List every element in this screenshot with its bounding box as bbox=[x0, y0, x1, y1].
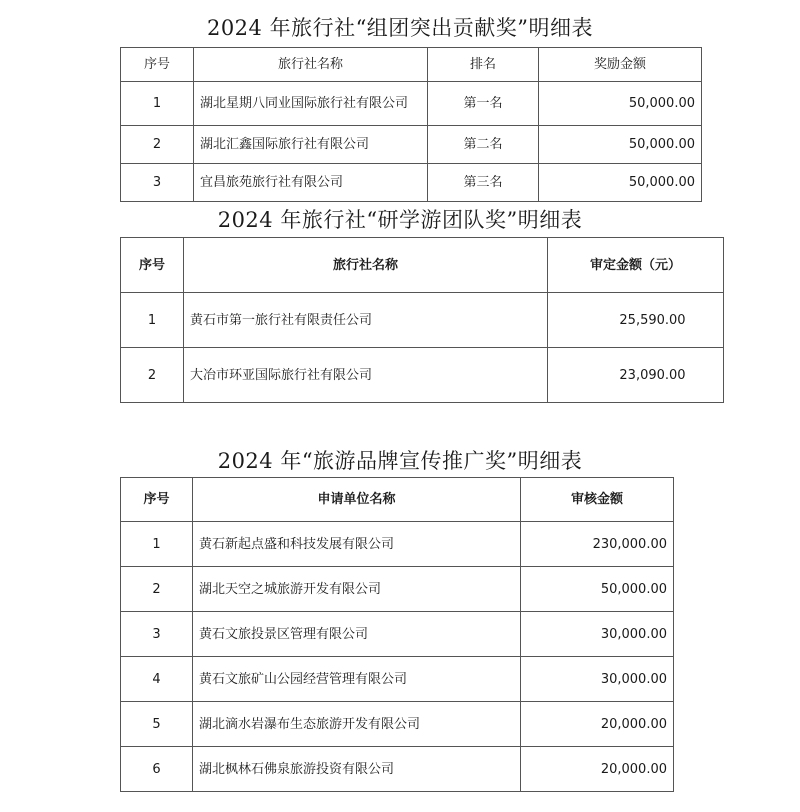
row-index: 1 bbox=[121, 522, 193, 567]
study-tour-award-table bbox=[120, 237, 724, 403]
row-agency-name: 宜昌旅苑旅行社有限公司 bbox=[194, 164, 428, 202]
row-agency-name: 湖北汇鑫国际旅行社有限公司 bbox=[194, 126, 428, 164]
header-agency-name: 旅行社名称 bbox=[184, 238, 548, 293]
row-agency-name: 黄石市第一旅行社有限责任公司 bbox=[184, 293, 548, 348]
row-amount: 230,000.00 bbox=[521, 522, 674, 567]
table-row bbox=[121, 567, 674, 612]
table-row bbox=[121, 657, 674, 702]
table-row bbox=[121, 348, 724, 403]
row-applicant-name: 黄石新起点盛和科技发展有限公司 bbox=[193, 522, 521, 567]
header-index: 序号 bbox=[121, 238, 184, 293]
brand-promotion-award-table bbox=[120, 477, 674, 792]
table-row bbox=[121, 747, 674, 792]
row-amount: 20,000.00 bbox=[521, 702, 674, 747]
table-header-row bbox=[121, 238, 724, 293]
row-rank: 第三名 bbox=[428, 164, 539, 202]
row-applicant-name: 黄石文旅矿山公园经营管理有限公司 bbox=[193, 657, 521, 702]
header-award-amount: 奖励金额 bbox=[539, 48, 702, 82]
row-index: 2 bbox=[121, 126, 194, 164]
row-rank: 第二名 bbox=[428, 126, 539, 164]
row-index: 6 bbox=[121, 747, 193, 792]
table-row bbox=[121, 293, 724, 348]
table2-title: 2024 年旅行社“研学游团队奖”明细表 bbox=[217, 208, 583, 232]
row-amount: 30,000.00 bbox=[521, 657, 674, 702]
table3-title: 2024 年“旅游品牌宣传推广奖”明细表 bbox=[217, 449, 583, 473]
row-amount: 50,000.00 bbox=[539, 82, 702, 126]
table-row bbox=[121, 164, 702, 202]
header-index: 序号 bbox=[121, 48, 194, 82]
row-index: 4 bbox=[121, 657, 193, 702]
row-index: 2 bbox=[121, 348, 184, 403]
row-applicant-name: 湖北天空之城旅游开发有限公司 bbox=[193, 567, 521, 612]
row-amount: 50,000.00 bbox=[521, 567, 674, 612]
row-index: 3 bbox=[121, 612, 193, 657]
header-audited-amount: 审核金额 bbox=[521, 478, 674, 522]
header-approved-amount: 审定金额（元） bbox=[548, 238, 724, 293]
table-row bbox=[121, 702, 674, 747]
table-header-row bbox=[121, 478, 674, 522]
row-index: 1 bbox=[121, 82, 194, 126]
row-amount: 23,090.00 bbox=[548, 348, 724, 403]
row-applicant-name: 黄石文旅投景区管理有限公司 bbox=[193, 612, 521, 657]
row-agency-name: 大冶市环亚国际旅行社有限公司 bbox=[184, 348, 548, 403]
row-applicant-name: 湖北滴水岩瀑布生态旅游开发有限公司 bbox=[193, 702, 521, 747]
row-amount: 50,000.00 bbox=[539, 126, 702, 164]
header-applicant-name: 申请单位名称 bbox=[193, 478, 521, 522]
row-rank: 第一名 bbox=[428, 82, 539, 126]
row-amount: 25,590.00 bbox=[548, 293, 724, 348]
row-amount: 20,000.00 bbox=[521, 747, 674, 792]
row-amount: 50,000.00 bbox=[539, 164, 702, 202]
row-index: 2 bbox=[121, 567, 193, 612]
header-rank: 排名 bbox=[428, 48, 539, 82]
table-row bbox=[121, 126, 702, 164]
row-amount: 30,000.00 bbox=[521, 612, 674, 657]
row-applicant-name: 湖北枫林石佛泉旅游投资有限公司 bbox=[193, 747, 521, 792]
table-row bbox=[121, 82, 702, 126]
table1-title: 2024 年旅行社“组团突出贡献奖”明细表 bbox=[206, 16, 594, 40]
header-agency-name: 旅行社名称 bbox=[194, 48, 428, 82]
row-agency-name: 湖北星期八同业国际旅行社有限公司 bbox=[194, 82, 428, 126]
contribution-award-table bbox=[120, 47, 702, 202]
row-index: 5 bbox=[121, 702, 193, 747]
header-index: 序号 bbox=[121, 478, 193, 522]
table-header-row bbox=[121, 48, 702, 82]
row-index: 3 bbox=[121, 164, 194, 202]
row-index: 1 bbox=[121, 293, 184, 348]
table-row bbox=[121, 522, 674, 567]
table-row bbox=[121, 612, 674, 657]
